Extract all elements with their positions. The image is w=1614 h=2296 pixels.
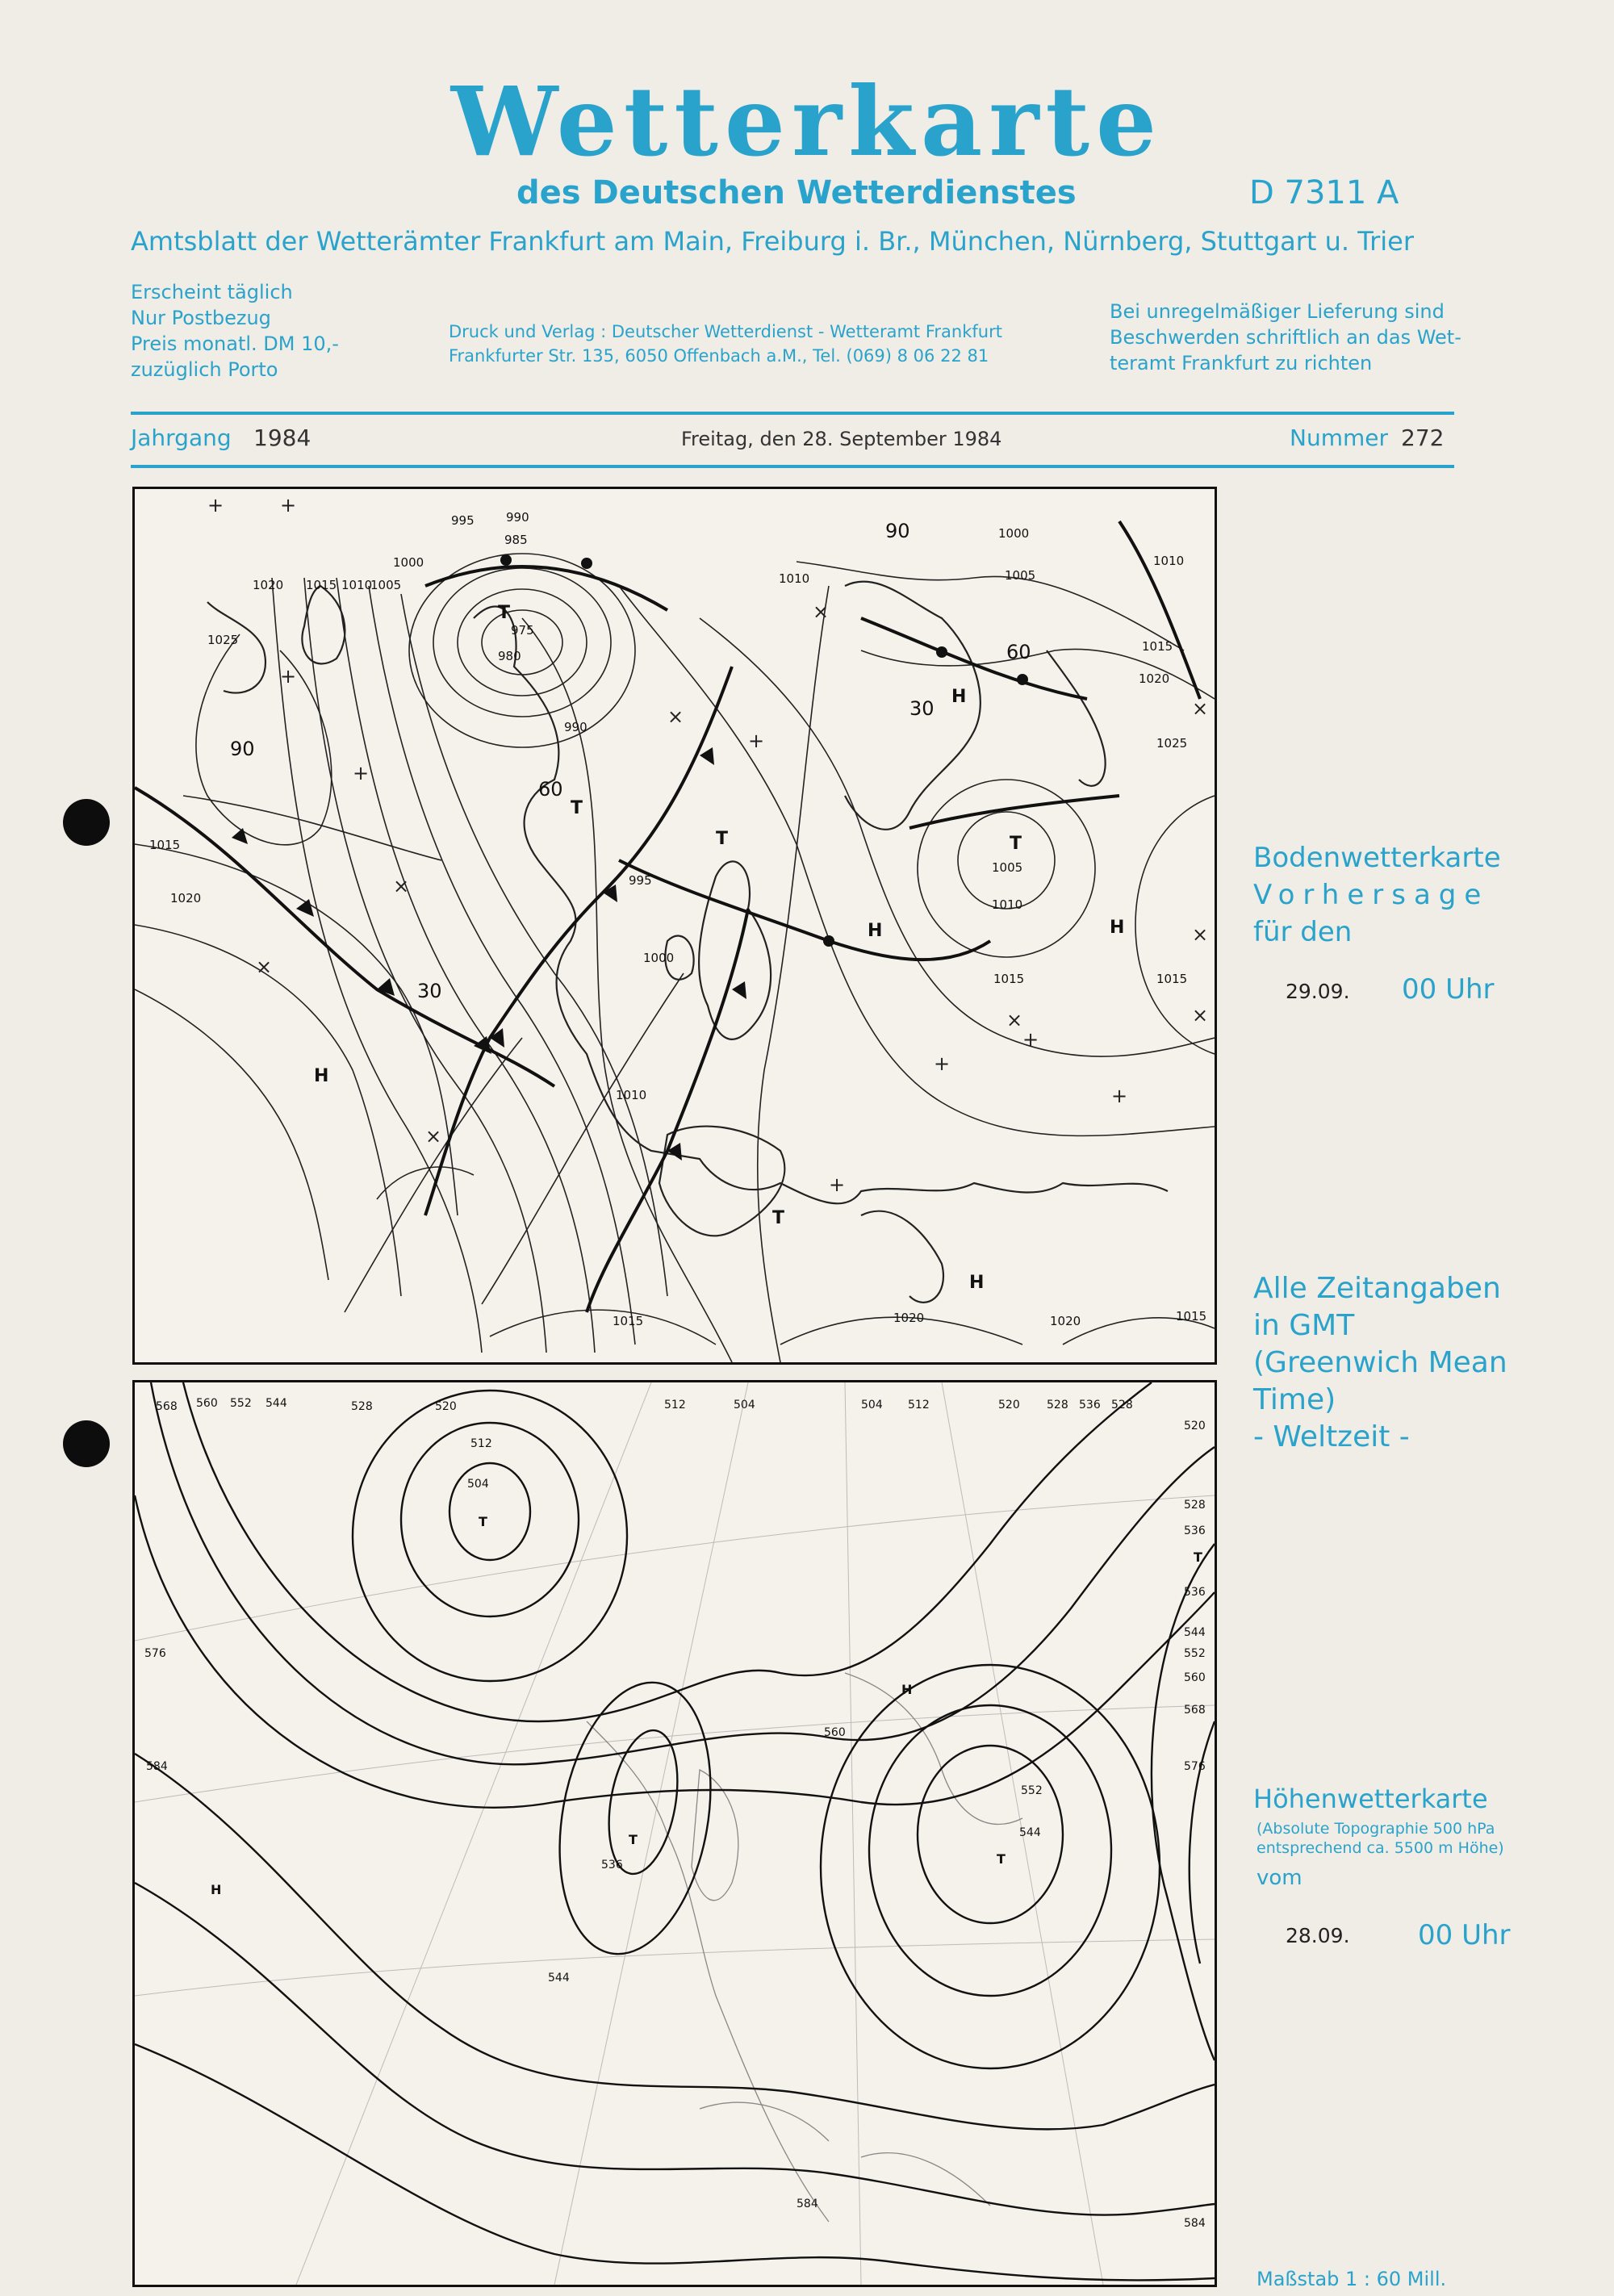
isobar-label: 1010 bbox=[341, 578, 373, 592]
contour-label: 520 bbox=[998, 1399, 1020, 1411]
contour-label: 584 bbox=[146, 1760, 168, 1773]
upper-subtitle-line: (Absolute Topographie 500 hPa bbox=[1256, 1820, 1495, 1838]
contour-label: 560 bbox=[196, 1397, 218, 1410]
isobar-label: 1000 bbox=[643, 951, 675, 965]
high-center: H bbox=[901, 1682, 913, 1697]
contour-label: 576 bbox=[144, 1647, 166, 1660]
isobar-label: 1010 bbox=[779, 571, 810, 586]
contour-label: 512 bbox=[908, 1399, 930, 1411]
coastline-finland bbox=[1047, 650, 1106, 786]
publisher-info bbox=[449, 320, 1002, 368]
upper-subtitle-line: entsprechend ca. 5500 m Höhe) bbox=[1256, 1839, 1504, 1857]
height-contour bbox=[821, 1665, 1160, 2068]
contour-label: 560 bbox=[1184, 1671, 1206, 1684]
contour-line bbox=[522, 618, 732, 1362]
graticule bbox=[845, 1382, 861, 2285]
contour-label: 504 bbox=[861, 1399, 883, 1411]
isobar-label: 1020 bbox=[1050, 1314, 1081, 1328]
doc-number: D 7311 A bbox=[1249, 174, 1399, 211]
isobar bbox=[700, 618, 1215, 1056]
graticule bbox=[296, 1382, 651, 2285]
front-triangle bbox=[232, 828, 248, 844]
surface-weather-map bbox=[132, 487, 1217, 1365]
contour-label: 512 bbox=[664, 1399, 686, 1411]
front-semicircle bbox=[823, 935, 834, 947]
isobar-label: 1000 bbox=[998, 526, 1030, 541]
height-contour bbox=[135, 1883, 1215, 2215]
isobar-label: 1015 bbox=[149, 838, 181, 852]
contour-label: 552 bbox=[1021, 1784, 1043, 1797]
surface-title-line: für den bbox=[1253, 916, 1353, 948]
info-line: zuzüglich Porto bbox=[131, 358, 278, 381]
height-contour bbox=[151, 1382, 1215, 1764]
height-contour bbox=[1152, 1544, 1215, 2060]
contour-label: 576 bbox=[1184, 1760, 1206, 1773]
front-triangle bbox=[490, 1028, 504, 1048]
high-center: H bbox=[969, 1273, 985, 1293]
amtsblatt-line: Amtsblatt der Wetterämter Frankfurt am Main, Freiburg i. Br., München, Nürnberg, Stuttgart u. Trier bbox=[131, 226, 1414, 257]
gmt-line: Alle Zeitangaben bbox=[1253, 1272, 1501, 1305]
isobar-label: 1010 bbox=[992, 897, 1023, 912]
contour-label: 528 bbox=[1047, 1399, 1068, 1411]
isobar-label: 1000 bbox=[393, 555, 424, 570]
cross-marker: × bbox=[256, 956, 273, 978]
cross-marker: + bbox=[829, 1173, 846, 1196]
low-center: T bbox=[997, 1851, 1006, 1867]
cross-marker: × bbox=[667, 705, 684, 728]
nummer-value: 272 bbox=[1401, 424, 1445, 451]
contour-label: 552 bbox=[230, 1397, 252, 1410]
high-center: H bbox=[868, 921, 883, 941]
cross-marker: + bbox=[280, 665, 297, 688]
coastline bbox=[700, 2102, 829, 2141]
front bbox=[619, 860, 990, 960]
issue-row bbox=[131, 424, 1454, 457]
front bbox=[909, 796, 1119, 828]
isobar-label: 1015 bbox=[306, 578, 337, 592]
contour-label: 544 bbox=[1019, 1826, 1041, 1839]
header-rule-bottom bbox=[131, 465, 1454, 468]
info-line: Bei unregelmäßiger Lieferung sind bbox=[1110, 300, 1445, 323]
contour-label: 560 bbox=[824, 1726, 846, 1739]
contour-label: 528 bbox=[1111, 1399, 1133, 1411]
low-center: T bbox=[571, 798, 583, 818]
cross-marker: + bbox=[748, 730, 765, 752]
isobar bbox=[401, 594, 667, 1296]
info-line: Erscheint täglich bbox=[131, 281, 293, 303]
isobar bbox=[433, 568, 611, 717]
contour-label: 520 bbox=[435, 1400, 457, 1413]
isobar-label: 990 bbox=[506, 510, 529, 525]
height-contour bbox=[1190, 1721, 1215, 1964]
high-center: H bbox=[211, 1882, 222, 1897]
isobar-label: 1010 bbox=[1153, 554, 1185, 568]
contour-label: 30 bbox=[417, 980, 442, 1002]
coastline bbox=[861, 2153, 990, 2206]
graticule bbox=[135, 1939, 1215, 1996]
isobar-label: 1015 bbox=[1142, 639, 1173, 654]
contour-label: 552 bbox=[1184, 1647, 1206, 1660]
gmt-line: in GMT bbox=[1253, 1309, 1355, 1342]
height-contour bbox=[449, 1463, 530, 1560]
map-scale: Maßstab 1 : 60 Mill. bbox=[1256, 2268, 1447, 2290]
cross-marker: × bbox=[1192, 1004, 1209, 1027]
contour-line bbox=[345, 1038, 522, 1312]
isobar bbox=[797, 562, 1184, 650]
upper-air-map bbox=[132, 1380, 1217, 2287]
height-contour bbox=[183, 1382, 1152, 1721]
surface-map-title bbox=[1253, 839, 1501, 951]
nummer-label: Nummer bbox=[1290, 424, 1388, 451]
cross-marker: × bbox=[1192, 697, 1209, 720]
isobar-label: 1005 bbox=[370, 578, 402, 592]
isobar-label: 1020 bbox=[170, 891, 202, 905]
contour-label: 90 bbox=[230, 738, 255, 760]
low-center: T bbox=[629, 1832, 638, 1847]
cross-marker: + bbox=[1022, 1028, 1039, 1051]
isobar bbox=[135, 925, 401, 1296]
contour-line bbox=[482, 973, 684, 1304]
isobar bbox=[135, 989, 328, 1280]
contour-line bbox=[758, 586, 829, 1362]
punch-hole-bottom bbox=[63, 1420, 110, 1467]
masthead-title: Wetterkarte bbox=[450, 65, 1164, 178]
isobar-label: 1020 bbox=[893, 1311, 925, 1325]
jahrgang-label: Jahrgang bbox=[131, 424, 232, 451]
isobar-label: 1015 bbox=[1156, 972, 1188, 986]
info-line: teramt Frankfurt zu richten bbox=[1110, 352, 1373, 374]
graticule bbox=[135, 1495, 1215, 1641]
contour-label: 528 bbox=[1184, 1499, 1206, 1512]
isobar-label: 1020 bbox=[1139, 671, 1170, 686]
subtitle: des Deutschen Wetterdienstes bbox=[516, 174, 1077, 211]
jahrgang-value: 1984 bbox=[253, 424, 312, 451]
coastline bbox=[474, 606, 1168, 1203]
isobar-label: 980 bbox=[498, 649, 521, 663]
info-line: Nur Postbezug bbox=[131, 307, 271, 329]
high-center: H bbox=[1110, 918, 1125, 938]
contour-label: 520 bbox=[1184, 1420, 1206, 1432]
isobar bbox=[490, 1310, 716, 1345]
front-semicircle bbox=[936, 646, 947, 658]
cross-marker: + bbox=[280, 494, 297, 516]
upper-map-date: 28.09. bbox=[1286, 1924, 1350, 1947]
isobar-label: 1015 bbox=[613, 1314, 644, 1328]
isobar-label: 1005 bbox=[992, 860, 1023, 875]
isobar bbox=[337, 578, 595, 1353]
low-center: T bbox=[498, 603, 511, 623]
isobar bbox=[272, 578, 482, 1353]
isobar-label: 985 bbox=[504, 533, 528, 547]
contour-label: 544 bbox=[548, 1972, 570, 1984]
isobar bbox=[196, 634, 332, 845]
cross-marker: × bbox=[813, 600, 830, 623]
upper-map-subtitle bbox=[1256, 1819, 1504, 1858]
cross-marker: + bbox=[353, 762, 370, 784]
contour-label: 528 bbox=[351, 1400, 373, 1413]
coastline-italy bbox=[861, 1211, 943, 1303]
contour-label: 536 bbox=[601, 1859, 623, 1872]
surface-map-date: 29.09. bbox=[1286, 980, 1350, 1003]
contour-label: 568 bbox=[156, 1400, 178, 1413]
high-center: H bbox=[314, 1066, 329, 1086]
contour-label: 544 bbox=[266, 1397, 287, 1410]
cross-marker: × bbox=[1192, 923, 1209, 946]
info-line: Druck und Verlag : Deutscher Wetterdienst - Wetteramt Frankfurt bbox=[449, 322, 1002, 341]
contour-label: 568 bbox=[1184, 1704, 1206, 1717]
low-center: T bbox=[716, 829, 729, 849]
isobar bbox=[458, 589, 587, 696]
coastline-greenland bbox=[207, 602, 266, 693]
contour-label: 584 bbox=[797, 2198, 818, 2210]
isobar-label: 995 bbox=[629, 873, 652, 888]
cross-marker: × bbox=[425, 1125, 442, 1148]
isobar-label: 1015 bbox=[1176, 1309, 1207, 1324]
front-triangle bbox=[732, 981, 746, 999]
height-contour bbox=[353, 1391, 627, 1681]
contour-label: 584 bbox=[1184, 2217, 1206, 2230]
cross-marker: + bbox=[934, 1052, 951, 1075]
height-contour bbox=[135, 1495, 1215, 1808]
issue-date: Freitag, den 28. September 1984 bbox=[681, 428, 1002, 450]
isobar bbox=[369, 586, 635, 1345]
isobar bbox=[482, 610, 562, 675]
contour-label: 512 bbox=[470, 1437, 492, 1450]
upper-map-svg bbox=[135, 1382, 1215, 2285]
height-contour bbox=[869, 1705, 1111, 1996]
gmt-line: Time) bbox=[1253, 1383, 1336, 1416]
contour-label: 544 bbox=[1184, 1626, 1206, 1639]
cross-marker: × bbox=[1006, 1009, 1023, 1031]
isobar bbox=[304, 578, 546, 1353]
header-rule-top bbox=[131, 412, 1454, 415]
isobar-label: 1010 bbox=[616, 1088, 647, 1102]
isobar-label: 975 bbox=[511, 623, 534, 638]
height-contour bbox=[918, 1746, 1063, 1923]
isobar bbox=[377, 1167, 474, 1199]
punch-hole-top bbox=[63, 799, 110, 846]
isobar-label: 1025 bbox=[1156, 736, 1188, 751]
surface-map-time: 00 Uhr bbox=[1402, 973, 1495, 1006]
high-center: H bbox=[951, 687, 967, 707]
low-center: T bbox=[772, 1208, 785, 1228]
cross-marker: + bbox=[1111, 1085, 1128, 1107]
isobar-label: 1015 bbox=[993, 972, 1025, 986]
contour-label: 504 bbox=[734, 1399, 755, 1411]
upper-map-time: 00 Uhr bbox=[1418, 1919, 1511, 1951]
isobar bbox=[619, 586, 1215, 1135]
info-line: Frankfurter Str. 135, 6050 Offenbach a.M., Tel. (069) 8 06 22 81 bbox=[449, 346, 989, 366]
coastline bbox=[587, 1721, 829, 2222]
isobar bbox=[409, 554, 635, 747]
height-contour bbox=[135, 2044, 1215, 2280]
isobar-label: 1025 bbox=[207, 633, 239, 647]
contour-label: 30 bbox=[909, 697, 935, 720]
isobar-label: 1020 bbox=[253, 578, 284, 592]
contour-label: 536 bbox=[1184, 1524, 1206, 1537]
surface-title-line: Bodenwetterkarte bbox=[1253, 842, 1501, 874]
isobar-label: 995 bbox=[451, 513, 475, 528]
low-center: T bbox=[1010, 834, 1022, 854]
isobar-label: 1005 bbox=[1005, 568, 1036, 583]
graticule bbox=[554, 1382, 748, 2285]
front-triangle bbox=[700, 747, 714, 765]
gmt-note bbox=[1253, 1270, 1507, 1456]
occluded-front bbox=[425, 667, 732, 1215]
front-semicircle bbox=[500, 554, 512, 566]
height-contour bbox=[401, 1423, 579, 1616]
cross-marker: + bbox=[207, 494, 224, 516]
info-line: Preis monatl. DM 10,- bbox=[131, 332, 339, 355]
height-contour bbox=[540, 1671, 730, 1966]
contour-label: 536 bbox=[1079, 1399, 1101, 1411]
front-semicircle bbox=[581, 558, 592, 569]
cross-marker: × bbox=[393, 875, 410, 897]
upper-map-vom: vom bbox=[1256, 1866, 1302, 1890]
upper-map-title: Höhenwetterkarte bbox=[1253, 1784, 1488, 1814]
contour-label: 60 bbox=[1006, 641, 1031, 663]
contour-label: 504 bbox=[467, 1478, 489, 1491]
info-line: Beschwerden schriftlich an das Wet- bbox=[1110, 326, 1461, 349]
contour-label: 536 bbox=[1184, 1586, 1206, 1599]
isobar-label: 990 bbox=[564, 720, 587, 734]
contour-label: 90 bbox=[885, 520, 910, 542]
low-center: T bbox=[479, 1514, 487, 1529]
surface-map-svg bbox=[135, 489, 1215, 1362]
gmt-line: - Weltzeit - bbox=[1253, 1420, 1410, 1453]
coastline-uk bbox=[699, 861, 771, 1039]
low-center: T bbox=[1194, 1549, 1202, 1565]
front-semicircle bbox=[1017, 674, 1028, 685]
complaint-info bbox=[1110, 299, 1461, 376]
surface-title-line: Vorhersage bbox=[1253, 879, 1490, 911]
gmt-line: (Greenwich Mean bbox=[1253, 1346, 1507, 1379]
subscription-info bbox=[131, 279, 339, 383]
contour-label: 60 bbox=[538, 778, 563, 801]
